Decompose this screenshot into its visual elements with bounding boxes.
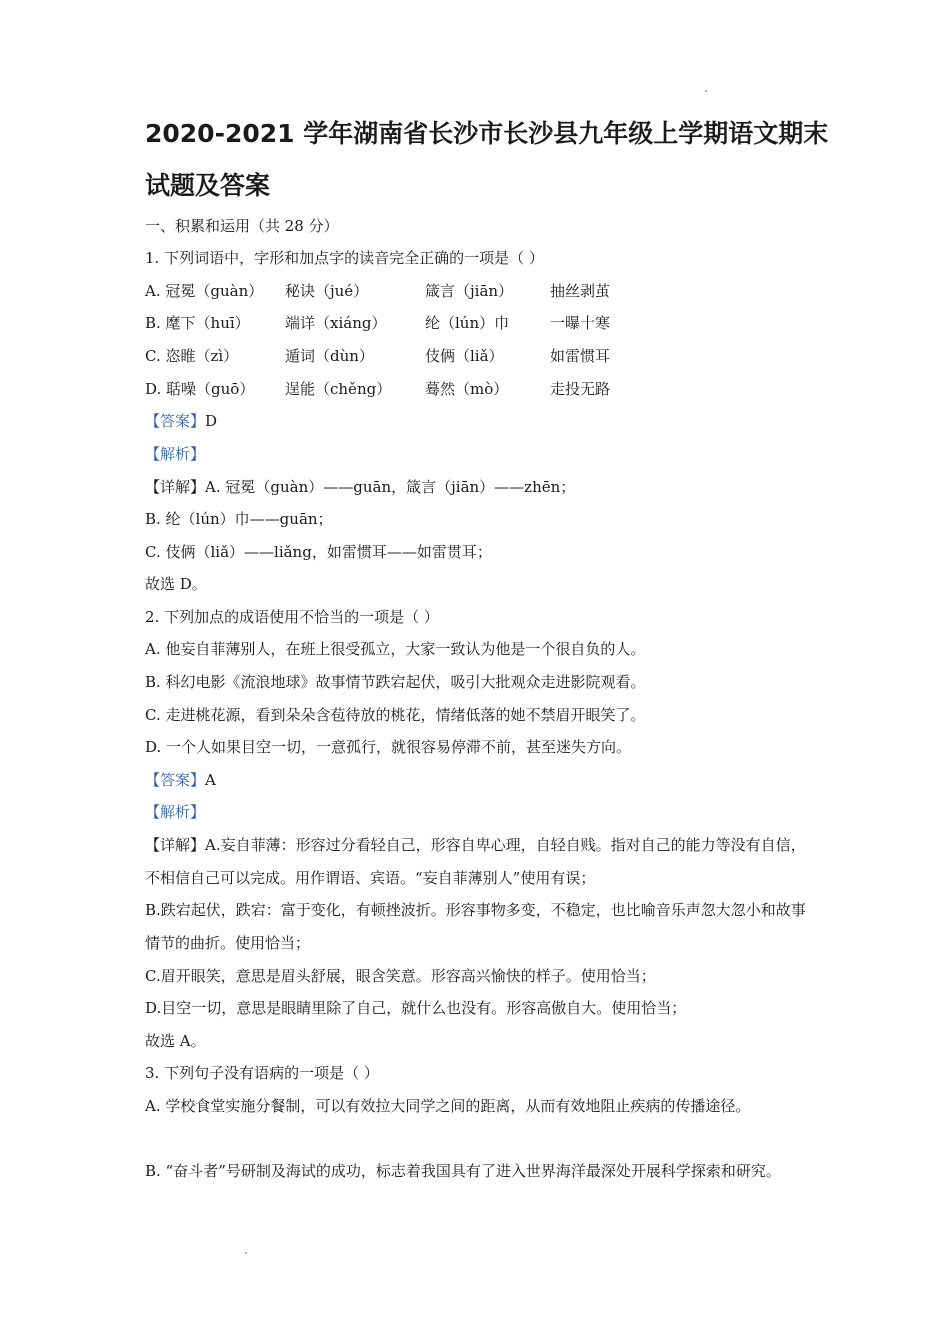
answer-value: A	[205, 771, 216, 789]
q2-detail-d: D.目空一切，意思是眼睛里除了自己，就什么也没有。形容高傲自大。使用恰当；	[145, 999, 687, 1017]
detail-text: A.妄自菲薄：形容过分看轻自己，形容自卑心理，自轻自贱。指对自己的能力等没有自信，不相信自己可以完成。用作谓语、宾语。“妄自菲薄别人”使用有误；	[145, 836, 806, 887]
scan-dot	[705, 90, 707, 92]
q2-option-b: B. 科幻电影《流浪地球》故事情节跌宕起伏，吸引大批观众走进影院观看。	[145, 673, 646, 691]
q1-option-a-item: 箴言（jiān）	[425, 282, 514, 300]
analysis-tag: 【解析】	[145, 803, 206, 821]
q1-conclusion: 故选 D。	[145, 575, 207, 593]
q1-option-a-item: 抽丝剥茧	[550, 282, 611, 300]
q1-option-c-item: 如雷惯耳	[550, 347, 611, 365]
q1-option-d-item: 蓦然（mò）	[425, 380, 509, 398]
document-title	[145, 108, 829, 212]
q1-option-c	[145, 345, 815, 367]
detail-tag: 【详解】	[145, 836, 206, 854]
title-line-2: 试题及答案	[145, 171, 271, 200]
q2-option-d: D. 一个人如果目空一切，一意孤行，就很容易停滞不前，甚至迷失方向。	[145, 738, 632, 756]
q1-option-b-item: B. 麾下（huī）	[145, 314, 250, 332]
q1-option-d-item: 逞能（chěng）	[285, 380, 392, 398]
q1-option-b-item: 纶（lún）巾	[425, 314, 510, 332]
scan-dot	[245, 1252, 247, 1254]
q1-option-d	[145, 378, 815, 400]
q2-detail-a	[145, 829, 815, 894]
q1-option-d-item: 走投无路	[550, 380, 611, 398]
q1-answer	[145, 410, 815, 432]
q3-option-b: B. “奋斗者”号研制及海试的成功，标志着我国具有了进入世界海洋最深处开展科学探索和研究。	[145, 1162, 781, 1180]
q1-option-a-item: A. 冠冕（guàn）	[145, 282, 264, 300]
q2-conclusion: 故选 A。	[145, 1032, 206, 1050]
q1-option-b	[145, 312, 815, 334]
q1-detail-line: C. 伎俩（liǎ）——liǎng，如雷惯耳——如雷贯耳；	[145, 543, 492, 561]
detail-text: A. 冠冕（guàn）——guān，箴言（jiān）——zhēn；	[205, 478, 576, 496]
answer-value: D	[205, 412, 218, 430]
q2-stem: 2. 下列加点的成语使用不恰当的一项是（ ）	[145, 608, 439, 626]
q1-detail	[145, 476, 815, 498]
q2-option-a: A. 他妄自菲薄别人，在班上很受孤立，大家一致认为他是一个很自负的人。	[145, 640, 646, 658]
q1-option-c-item: 遁词（dùn）	[285, 347, 374, 365]
q1-option-c-item: C. 恣睢（zì）	[145, 347, 239, 365]
q1-option-c-item: 伎俩（liǎ）	[425, 347, 504, 365]
section-heading: 一、积累和运用（共 28 分）	[145, 217, 339, 235]
q1-option-a-item: 秘诀（jué）	[285, 282, 369, 300]
q1-option-a	[145, 280, 815, 302]
title-line-1: 2020-2021 学年湖南省长沙市长沙县九年级上学期语文期末	[145, 119, 829, 148]
q2-analysis	[145, 801, 815, 823]
q3-option-a: A. 学校食堂实施分餐制，可以有效拉大同学之间的距离，从而有效地阻止疾病的传播途径。	[145, 1097, 751, 1115]
q1-detail-line: B. 纶（lún）巾——guān；	[145, 510, 333, 528]
answer-tag: 【答案】	[145, 771, 206, 789]
q2-option-c: C. 走进桃花源，看到朵朵含苞待放的桃花，情绪低落的她不禁眉开眼笑了。	[145, 706, 646, 724]
q2-detail-c: C.眉开眼笑，意思是眉头舒展，眼含笑意。形容高兴愉快的样子。使用恰当；	[145, 967, 656, 985]
q1-option-d-item: D. 聒噪（guō）	[145, 380, 255, 398]
q1-analysis	[145, 443, 815, 465]
answer-tag: 【答案】	[145, 412, 206, 430]
detail-tag: 【详解】	[145, 478, 206, 496]
q3-stem: 3. 下列句子没有语病的一项是（ ）	[145, 1064, 379, 1082]
q2-answer	[145, 769, 815, 791]
q1-option-b-item: 一曝十寒	[550, 314, 611, 332]
q1-stem: 1. 下列词语中，字形和加点字的读音完全正确的一项是（ ）	[145, 249, 544, 267]
q2-detail-b: B.跌宕起伏，跌宕：富于变化，有顿挫波折。形容事物多变，不稳定，也比喻音乐声忽大忽小和故事情节的曲折。使用恰当；	[145, 901, 806, 952]
analysis-tag: 【解析】	[145, 445, 206, 463]
q1-option-b-item: 端详（xiáng）	[285, 314, 387, 332]
